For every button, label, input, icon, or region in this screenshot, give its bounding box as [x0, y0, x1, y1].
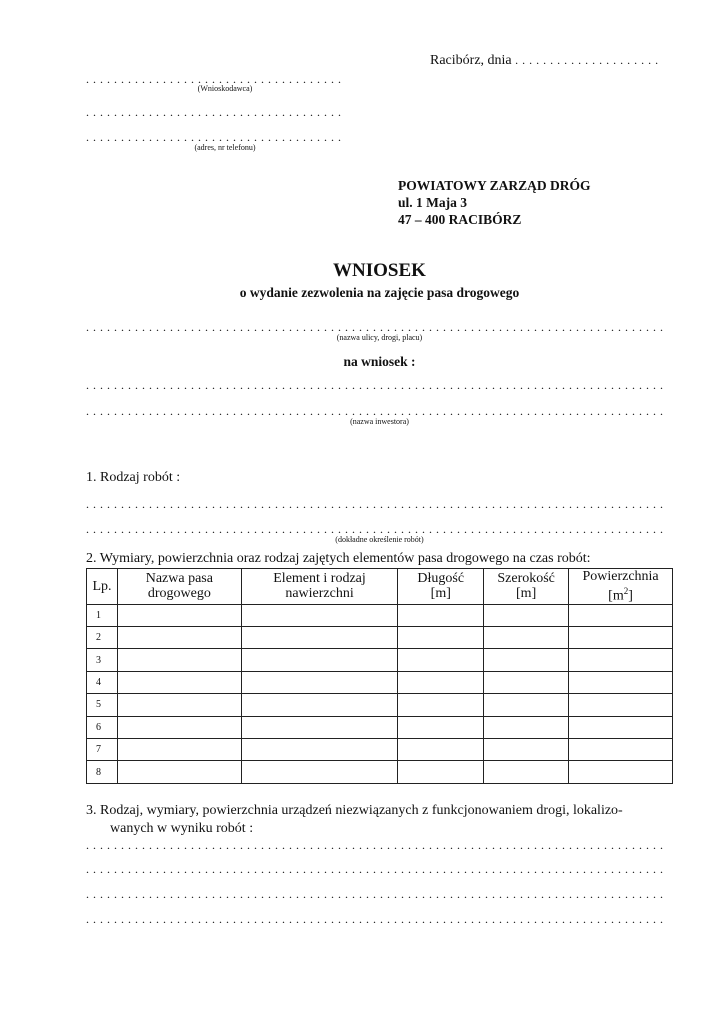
cell-length[interactable]: [398, 604, 484, 626]
cell-element[interactable]: [241, 604, 398, 626]
header-element: Element i rodzaj nawierzchni: [241, 569, 398, 605]
devices-line-2[interactable]: . . . . . . . . . . . . . . . . . . . . . . . . . . . . . . . . . . . . . . . . . . . . . . . . . . . . . . . . . . . . . . . . . . . . . . . . . . . . . . . . . . .: [86, 862, 664, 876]
table-row: [87, 649, 673, 671]
devices-line-3[interactable]: . . . . . . . . . . . . . . . . . . . . . . . . . . . . . . . . . . . . . . . . . . . . . . . . . . . . . . . . . . . . . . . . . . . . . . . . . . . . . . . . . . .: [86, 887, 664, 901]
table-row: [87, 671, 673, 693]
cell-width[interactable]: [484, 671, 569, 693]
investor-line-1[interactable]: . . . . . . . . . . . . . . . . . . . . . . . . . . . . . . . . . . . . . . . . . . . . . . . . . . . . . . . . . . . . . . . . . . . . . . . . . . . . . . . . . . .: [86, 378, 664, 392]
street-name-line[interactable]: . . . . . . . . . . . . . . . . . . . . . . . . . . . . . . . . . . . . . . . . . . . . . . . . . . . . . . . . . . . . . . . . . . . . . . . . . . . . . . . . . . .: [86, 320, 664, 334]
cell-width[interactable]: [484, 627, 569, 649]
cell-road-name[interactable]: [117, 627, 241, 649]
cell-area[interactable]: [569, 604, 673, 626]
cell-road-name[interactable]: [117, 739, 241, 761]
cell-road-name[interactable]: [117, 671, 241, 693]
table-header-row: [87, 569, 673, 605]
cell-length[interactable]: [398, 694, 484, 716]
cell-width[interactable]: [484, 739, 569, 761]
cell-width[interactable]: [484, 649, 569, 671]
header-lp: Lp.: [87, 569, 118, 605]
works-line-2[interactable]: . . . . . . . . . . . . . . . . . . . . . . . . . . . . . . . . . . . . . . . . . . . . . . . . . . . . . . . . . . . . . . . . . . . . . . . . . . . . . . . . . . .: [86, 522, 664, 536]
cell-length[interactable]: [398, 627, 484, 649]
applicant-address-line-2[interactable]: . . . . . . . . . . . . . . . . . . . . . . . . . . . . . . . . . . . . .: [86, 130, 342, 144]
devices-line-1[interactable]: . . . . . . . . . . . . . . . . . . . . . . . . . . . . . . . . . . . . . . . . . . . . . . . . . . . . . . . . . . . . . . . . . . . . . . . . . . . . . . . . . . .: [86, 838, 664, 852]
road-elements-table: [86, 568, 673, 784]
street-caption: (nazwa ulicy, drogi, placu): [336, 333, 423, 342]
cell-road-name[interactable]: [117, 604, 241, 626]
section-3-heading: 3. Rodzaj, wymiary, powierzchnia urządzeń niezwiązanych z funkcjonowaniem drogi, lokalizo-: [86, 803, 623, 818]
header-road-name: Nazwa pasa drogowego: [117, 569, 241, 605]
cell-element[interactable]: [241, 649, 398, 671]
row-number: 4: [87, 671, 118, 693]
on-request-heading: na wniosek :: [343, 354, 416, 369]
cell-length[interactable]: [398, 761, 484, 783]
recipient-address: [398, 177, 591, 228]
row-number: 2: [87, 627, 118, 649]
investor-caption: (nazwa inwestora): [350, 417, 409, 426]
section-3-heading-cont: wanych w wyniku robót :: [110, 821, 254, 836]
table-row: [87, 604, 673, 626]
header-width: Szerokość [m]: [484, 569, 569, 605]
works-line-1[interactable]: . . . . . . . . . . . . . . . . . . . . . . . . . . . . . . . . . . . . . . . . . . . . . . . . . . . . . . . . . . . . . . . . . . . . . . . . . . . . . . . . . . .: [86, 497, 664, 511]
cell-width[interactable]: [484, 604, 569, 626]
header-length: Długość [m]: [398, 569, 484, 605]
section-2-heading: 2. Wymiary, powierzchnia oraz rodzaj zajętych elementów pasa drogowego na czas robót:: [86, 551, 591, 566]
row-number: 1: [87, 604, 118, 626]
cell-road-name[interactable]: [117, 649, 241, 671]
cell-road-name[interactable]: [117, 694, 241, 716]
header-area: Powierzchnia $[m^2]$: [569, 569, 673, 605]
devices-line-4[interactable]: . . . . . . . . . . . . . . . . . . . . . . . . . . . . . . . . . . . . . . . . . . . . . . . . . . . . . . . . . . . . . . . . . . . . . . . . . . . . . . . . . . .: [86, 912, 664, 926]
cell-width[interactable]: [484, 716, 569, 738]
cell-road-name[interactable]: [117, 761, 241, 783]
cell-area[interactable]: [569, 761, 673, 783]
place-date: [430, 52, 659, 69]
address-caption: (adres, nr telefonu): [194, 143, 256, 152]
row-number: 3: [87, 649, 118, 671]
row-number: 6: [87, 716, 118, 738]
date-dotted-line[interactable]: . . . . . . . . . . . . . . . . . . . . .: [515, 53, 659, 67]
investor-line-2[interactable]: . . . . . . . . . . . . . . . . . . . . . . . . . . . . . . . . . . . . . . . . . . . . . . . . . . . . . . . . . . . . . . . . . . . . . . . . . . . . . . . . . . .: [86, 404, 664, 418]
document-subtitle: o wydanie zezwolenia na zajęcie pasa drogowego: [239, 285, 520, 300]
recipient-city: 47 – 400 RACIBÓRZ: [398, 212, 522, 227]
cell-area[interactable]: [569, 671, 673, 693]
section-1-heading: 1. Rodzaj robót :: [86, 470, 181, 485]
cell-element[interactable]: [241, 739, 398, 761]
cell-width[interactable]: [484, 694, 569, 716]
table-row: [87, 627, 673, 649]
cell-element[interactable]: [241, 761, 398, 783]
cell-length[interactable]: [398, 716, 484, 738]
cell-element[interactable]: [241, 694, 398, 716]
cell-length[interactable]: [398, 739, 484, 761]
table-row: [87, 716, 673, 738]
row-number: 7: [87, 739, 118, 761]
cell-road-name[interactable]: [117, 716, 241, 738]
place-date-label: Racibórz, dnia: [430, 53, 512, 68]
table-row: [87, 739, 673, 761]
cell-length[interactable]: [398, 671, 484, 693]
applicant-caption: (Wnioskodawca): [197, 84, 253, 93]
row-number: 8: [87, 761, 118, 783]
works-caption: (dokładne określenie robót): [335, 535, 424, 544]
table-row: [87, 761, 673, 783]
row-number: 5: [87, 694, 118, 716]
cell-element[interactable]: [241, 716, 398, 738]
applicant-name-line[interactable]: . . . . . . . . . . . . . . . . . . . . . . . . . . . . . . . . . . . . .: [86, 72, 342, 86]
document-title: WNIOSEK: [333, 260, 426, 281]
applicant-address-line-1[interactable]: . . . . . . . . . . . . . . . . . . . . . . . . . . . . . . . . . . . . .: [86, 105, 342, 119]
cell-area[interactable]: [569, 649, 673, 671]
cell-width[interactable]: [484, 761, 569, 783]
recipient-street: ul. 1 Maja 3: [398, 195, 467, 210]
recipient-name: POWIATOWY ZARZĄD DRÓG: [398, 178, 591, 193]
cell-area[interactable]: [569, 694, 673, 716]
table-row: [87, 694, 673, 716]
cell-area[interactable]: [569, 716, 673, 738]
cell-length[interactable]: [398, 649, 484, 671]
cell-element[interactable]: [241, 627, 398, 649]
cell-area[interactable]: [569, 739, 673, 761]
cell-area[interactable]: [569, 627, 673, 649]
cell-element[interactable]: [241, 671, 398, 693]
